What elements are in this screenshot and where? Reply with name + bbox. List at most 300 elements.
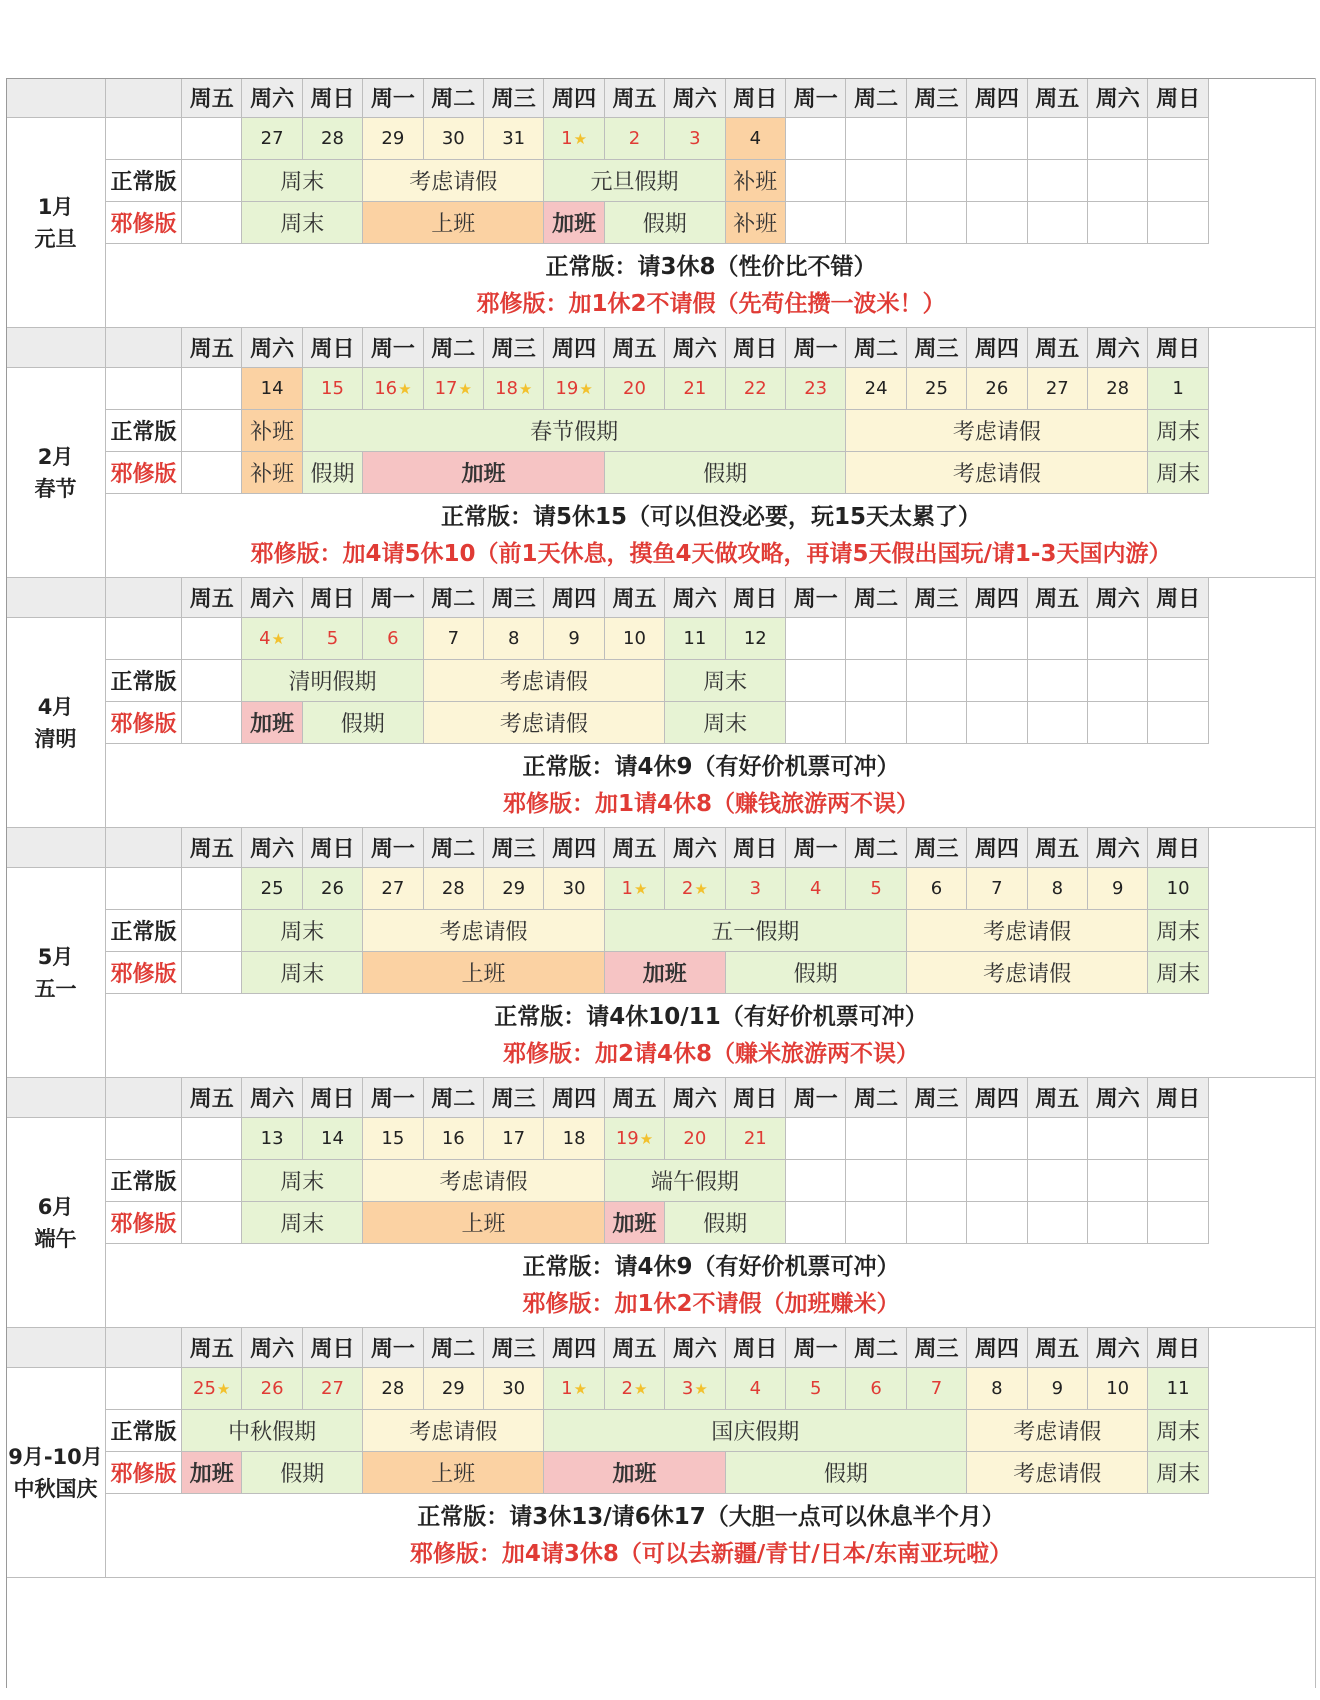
weekday-header — [363, 578, 423, 618]
weekday-label: 周五 — [1035, 1337, 1080, 1362]
header-corner — [6, 828, 106, 868]
date-cell — [665, 1118, 725, 1160]
segment-label: 假期 — [823, 1462, 868, 1487]
date-label-blank — [106, 118, 182, 160]
weekday-label: 周日 — [1156, 1087, 1201, 1112]
weekday-header — [1088, 78, 1148, 118]
empty-cell — [182, 660, 242, 702]
date-number: 8 — [507, 628, 520, 649]
date-number: 8 — [991, 1378, 1003, 1399]
date-cell — [665, 1368, 725, 1410]
weekday-label: 周二 — [431, 337, 476, 362]
date-number: 10 — [1106, 1378, 1130, 1399]
date-number: 25 — [260, 878, 284, 899]
evil-label-text: 邪修版 — [110, 1212, 177, 1237]
summary-normal: 正常版：请3休13/请6休17（大胆一点可以休息半个月） — [417, 1503, 1005, 1530]
empty-cell — [786, 1160, 846, 1202]
segment-label: 加班 — [250, 712, 295, 737]
date-number: 25 — [193, 1378, 216, 1399]
date-number: 11 — [1166, 1378, 1190, 1399]
date-cell — [363, 618, 423, 660]
segment-label: 假期 — [642, 212, 687, 237]
date-cell — [1088, 118, 1148, 160]
weekday-label: 周一 — [793, 87, 838, 112]
weekday-label: 周日 — [733, 87, 778, 112]
star-icon: ★ — [694, 1379, 708, 1398]
date-cell — [424, 1118, 484, 1160]
weekday-header — [967, 578, 1027, 618]
weekday-label: 周五 — [1035, 837, 1080, 862]
evil-plan-segment — [726, 1452, 968, 1494]
summary-normal: 正常版：请4休9（有好价机票可冲） — [522, 1253, 900, 1280]
empty-cell — [182, 160, 242, 202]
date-cell — [1088, 868, 1148, 910]
weekday-label: 周五 — [612, 337, 657, 362]
empty-cell — [907, 1202, 967, 1244]
empty-cell — [846, 702, 906, 744]
date-cell — [967, 118, 1027, 160]
weekday-label: 周六 — [672, 337, 717, 362]
evil-plan-segment — [846, 452, 1148, 494]
weekday-label: 周四 — [974, 1337, 1019, 1362]
segment-label: 考虑请假 — [1013, 1420, 1102, 1445]
weekday-header — [665, 578, 725, 618]
weekday-header — [665, 328, 725, 368]
summary-normal: 正常版：请3休8（性价比不错） — [545, 253, 877, 280]
empty-cell — [182, 410, 242, 452]
date-label-blank — [106, 368, 182, 410]
empty-cell — [907, 702, 967, 744]
normal-plan-segment — [665, 660, 786, 702]
star-icon: ★ — [573, 129, 588, 148]
segment-label: 考虑请假 — [499, 670, 588, 695]
segment-label: 考虑请假 — [409, 1420, 498, 1445]
segment-label: 上班 — [431, 1462, 476, 1487]
weekday-header — [242, 1328, 302, 1368]
holiday-name: 端午 — [34, 1226, 77, 1251]
evil-plan-segment — [544, 202, 604, 244]
empty-cell — [1028, 702, 1088, 744]
date-cell — [907, 1368, 967, 1410]
date-cell — [907, 1118, 967, 1160]
segment-label: 考虑请假 — [983, 920, 1072, 945]
date-cell — [484, 368, 544, 410]
segment-label: 加班 — [642, 962, 687, 987]
empty-cell — [182, 952, 242, 994]
normal-version-label — [106, 160, 182, 202]
normal-plan-segment — [605, 1160, 786, 1202]
month-label — [6, 368, 106, 578]
empty-cell — [967, 1160, 1027, 1202]
date-cell — [242, 118, 302, 160]
evil-plan-segment — [242, 202, 363, 244]
normal-plan-segment — [242, 910, 363, 952]
weekday-label: 周三 — [914, 1087, 959, 1112]
empty-cell — [967, 660, 1027, 702]
evil-plan-segment — [1148, 952, 1208, 994]
date-number: 30 — [562, 878, 586, 899]
evil-plan-segment — [544, 1452, 725, 1494]
evil-label-text: 邪修版 — [110, 1462, 177, 1487]
empty-cell — [182, 702, 242, 744]
month-label — [6, 1118, 106, 1328]
weekday-label: 周五 — [612, 1087, 657, 1112]
weekday-header — [665, 1078, 725, 1118]
weekday-header — [242, 578, 302, 618]
segment-label: 周末 — [1156, 1462, 1201, 1487]
header-label-blank — [106, 578, 182, 618]
weekday-label: 周五 — [1035, 337, 1080, 362]
date-cell — [544, 1118, 604, 1160]
weekday-label: 周六 — [250, 87, 295, 112]
summary-evil: 邪修版：加2请4休8（赚米旅游两不误） — [502, 1040, 919, 1067]
segment-label: 补班 — [250, 462, 295, 487]
weekday-header — [1148, 578, 1208, 618]
date-number: 1 — [1172, 378, 1184, 399]
evil-plan-segment — [665, 702, 786, 744]
normal-plan-segment — [363, 1410, 544, 1452]
summary-evil: 邪修版：加4请3休8（可以去新疆/青甘/日本/东南亚玩啦） — [409, 1540, 1013, 1567]
date-number: 18 — [562, 1128, 586, 1149]
date-cell — [605, 1368, 665, 1410]
weekday-header — [907, 828, 967, 868]
normal-plan-segment — [363, 1160, 605, 1202]
weekday-header — [544, 328, 604, 368]
weekday-label: 周五 — [189, 1337, 234, 1362]
date-number: 2 — [681, 878, 694, 899]
weekday-label: 周日 — [310, 587, 355, 612]
date-cell — [846, 868, 906, 910]
weekday-label: 周一 — [793, 1087, 838, 1112]
evil-plan-segment — [605, 452, 847, 494]
segment-label: 假期 — [310, 462, 355, 487]
weekday-label: 周三 — [914, 1337, 959, 1362]
weekday-header — [846, 78, 906, 118]
evil-plan-segment — [424, 702, 666, 744]
segment-label: 考虑请假 — [983, 962, 1072, 987]
empty-cell — [786, 1202, 846, 1244]
weekday-header — [182, 1078, 242, 1118]
star-icon: ★ — [216, 1379, 231, 1398]
normal-plan-segment — [242, 410, 302, 452]
segment-label: 春节假期 — [530, 420, 619, 445]
weekday-header — [1088, 578, 1148, 618]
evil-version-label — [106, 1202, 182, 1244]
weekday-label: 周五 — [612, 837, 657, 862]
empty-cell — [182, 452, 242, 494]
weekday-label: 周二 — [854, 837, 899, 862]
date-cell — [424, 118, 484, 160]
weekday-header — [967, 328, 1027, 368]
weekday-header — [484, 1078, 544, 1118]
normal-plan-segment — [424, 660, 666, 702]
date-cell — [726, 118, 786, 160]
empty-cell — [786, 160, 846, 202]
star-icon: ★ — [579, 379, 593, 398]
evil-label-text: 邪修版 — [110, 212, 177, 237]
evil-label-text: 邪修版 — [110, 462, 177, 487]
date-cell — [605, 868, 665, 910]
date-cell — [182, 1368, 242, 1410]
date-cell — [424, 868, 484, 910]
evil-plan-segment — [907, 952, 1149, 994]
normal-plan-segment — [363, 910, 605, 952]
weekday-label: 周二 — [431, 1087, 476, 1112]
weekday-header — [1088, 828, 1148, 868]
segment-label: 周末 — [1156, 1420, 1201, 1445]
weekday-header — [1028, 1078, 1088, 1118]
empty-cell — [1028, 1202, 1088, 1244]
evil-plan-segment — [242, 1452, 363, 1494]
weekday-header — [242, 828, 302, 868]
date-cell — [484, 1118, 544, 1160]
weekday-label: 周日 — [310, 1337, 355, 1362]
weekday-header — [303, 1078, 363, 1118]
segment-label: 清明假期 — [288, 670, 377, 695]
weekday-label: 周六 — [672, 587, 717, 612]
segment-label: 国庆假期 — [711, 1420, 800, 1445]
date-cell — [1028, 1118, 1088, 1160]
date-cell — [242, 1368, 302, 1410]
weekday-header — [1028, 578, 1088, 618]
date-cell — [182, 118, 242, 160]
weekday-header — [424, 828, 484, 868]
empty-cell — [786, 202, 846, 244]
evil-plan-segment — [726, 952, 907, 994]
weekday-label: 周五 — [612, 87, 657, 112]
star-icon: ★ — [458, 379, 472, 398]
plan-summary — [106, 1494, 1316, 1578]
date-label-blank — [106, 1118, 182, 1160]
weekday-header — [786, 828, 846, 868]
weekday-header — [665, 828, 725, 868]
date-number: 26 — [985, 378, 1009, 399]
weekday-header — [786, 328, 846, 368]
date-number: 13 — [260, 1128, 284, 1149]
date-number: 9 — [1051, 1378, 1064, 1399]
normal-version-label — [106, 1160, 182, 1202]
weekday-label: 周三 — [914, 87, 959, 112]
summary-evil: 邪修版：加1休2不请假（先苟住攒一波米！） — [476, 290, 946, 317]
date-number: 19 — [555, 378, 579, 399]
date-cell — [786, 118, 846, 160]
date-cell — [1088, 368, 1148, 410]
date-cell — [182, 368, 242, 410]
weekday-header — [1088, 1328, 1148, 1368]
date-cell — [786, 1368, 846, 1410]
weekday-header — [846, 1328, 906, 1368]
empty-cell — [846, 660, 906, 702]
evil-plan-segment — [967, 1452, 1148, 1494]
plan-summary — [106, 244, 1316, 328]
weekday-label: 周日 — [1156, 1337, 1201, 1362]
date-cell — [726, 618, 786, 660]
date-cell — [967, 868, 1027, 910]
header-label-blank — [106, 1078, 182, 1118]
segment-label: 补班 — [250, 420, 295, 445]
weekday-label: 周六 — [1095, 1087, 1140, 1112]
segment-label: 周末 — [280, 212, 325, 237]
empty-cell — [182, 910, 242, 952]
date-number: 31 — [502, 128, 526, 149]
segment-label: 周末 — [1156, 420, 1201, 445]
empty-cell — [907, 160, 967, 202]
segment-label: 周末 — [703, 712, 748, 737]
weekday-label: 周日 — [1156, 837, 1201, 862]
date-cell — [726, 1118, 786, 1160]
weekday-label: 周三 — [491, 337, 536, 362]
date-number: 7 — [447, 628, 460, 649]
date-number: 28 — [381, 1378, 405, 1399]
date-number: 4 — [259, 628, 271, 649]
date-cell — [484, 868, 544, 910]
weekday-label: 周五 — [612, 1337, 657, 1362]
segment-label: 假期 — [280, 1462, 325, 1487]
date-number: 20 — [623, 378, 646, 399]
empty-cell — [1088, 202, 1148, 244]
weekday-label: 周一 — [370, 337, 415, 362]
date-cell — [907, 368, 967, 410]
date-number: 21 — [683, 378, 707, 399]
weekday-label: 周一 — [370, 587, 415, 612]
weekday-header — [303, 1328, 363, 1368]
segment-label: 考虑请假 — [499, 712, 588, 737]
date-number: 27 — [1045, 378, 1069, 399]
date-cell — [1148, 1368, 1208, 1410]
normal-label-text: 正常版 — [110, 170, 177, 195]
weekday-label: 周四 — [974, 337, 1019, 362]
weekday-label: 周四 — [552, 837, 597, 862]
date-number: 7 — [991, 878, 1003, 899]
plan-summary — [106, 744, 1316, 828]
weekday-label: 周四 — [552, 337, 597, 362]
weekday-label: 周四 — [974, 87, 1019, 112]
frame-top-border — [6, 78, 1316, 79]
segment-label: 周末 — [280, 962, 325, 987]
normal-plan-segment — [363, 160, 544, 202]
weekday-label: 周日 — [733, 587, 778, 612]
weekday-header — [846, 328, 906, 368]
empty-cell — [1028, 160, 1088, 202]
date-number: 26 — [321, 878, 344, 899]
weekday-label: 周一 — [793, 587, 838, 612]
star-icon: ★ — [639, 1129, 654, 1148]
date-number: 1 — [561, 1378, 573, 1399]
plan-summary — [106, 494, 1316, 578]
weekday-header — [907, 578, 967, 618]
date-number: 20 — [683, 1128, 707, 1149]
date-number: 24 — [864, 378, 888, 399]
segment-label: 五一假期 — [711, 920, 800, 945]
weekday-label: 周一 — [370, 837, 415, 862]
weekday-header — [786, 78, 846, 118]
weekday-header — [182, 1328, 242, 1368]
weekday-label: 周三 — [914, 337, 959, 362]
date-number: 21 — [743, 1128, 767, 1149]
segment-label: 考虑请假 — [439, 1170, 528, 1195]
weekday-header — [967, 828, 1027, 868]
date-cell — [846, 118, 906, 160]
weekday-label: 周二 — [854, 1087, 899, 1112]
segment-label: 加班 — [189, 1462, 234, 1487]
date-cell — [424, 368, 484, 410]
month-name: 9月-10月 — [8, 1444, 103, 1469]
normal-label-text: 正常版 — [110, 920, 177, 945]
date-number: 5 — [870, 878, 882, 899]
month-name: 4月 — [37, 694, 74, 719]
empty-cell — [1148, 160, 1208, 202]
weekday-header — [665, 78, 725, 118]
weekday-label: 周二 — [854, 587, 899, 612]
normal-plan-segment — [907, 910, 1149, 952]
date-cell — [967, 1368, 1027, 1410]
segment-label: 周末 — [703, 670, 748, 695]
normal-label-text: 正常版 — [110, 1420, 177, 1445]
header-corner — [6, 328, 106, 368]
normal-plan-segment — [544, 160, 725, 202]
normal-plan-segment — [846, 410, 1148, 452]
month-label — [6, 1368, 106, 1578]
normal-version-label — [106, 410, 182, 452]
month-name: 6月 — [37, 1194, 74, 1219]
weekday-header — [1148, 1328, 1208, 1368]
segment-label: 周末 — [280, 1212, 325, 1237]
date-cell — [1088, 1118, 1148, 1160]
month-label — [6, 118, 106, 328]
date-number: 25 — [925, 378, 948, 399]
date-cell — [605, 368, 665, 410]
empty-cell — [846, 1160, 906, 1202]
month-name: 2月 — [37, 444, 74, 469]
date-number: 23 — [804, 378, 828, 399]
date-label-blank — [106, 1368, 182, 1410]
date-cell — [182, 618, 242, 660]
empty-cell — [846, 202, 906, 244]
date-cell — [303, 368, 363, 410]
date-cell — [242, 368, 302, 410]
segment-label: 假期 — [703, 462, 748, 487]
segment-label: 加班 — [552, 212, 597, 237]
evil-plan-segment — [605, 1202, 665, 1244]
weekday-label: 周二 — [431, 587, 476, 612]
weekday-label: 周五 — [1035, 87, 1080, 112]
date-cell — [544, 618, 604, 660]
date-cell — [1028, 118, 1088, 160]
weekday-label: 周六 — [250, 337, 295, 362]
date-number: 3 — [689, 128, 701, 149]
weekday-header — [424, 1328, 484, 1368]
date-cell — [907, 618, 967, 660]
segment-label: 元旦假期 — [590, 170, 679, 195]
weekday-header — [484, 1328, 544, 1368]
segment-label: 加班 — [461, 462, 506, 487]
segment-label: 周末 — [280, 170, 325, 195]
segment-label: 周末 — [280, 920, 325, 945]
empty-cell — [786, 660, 846, 702]
date-cell — [363, 868, 423, 910]
date-number: 3 — [749, 878, 762, 899]
date-cell — [967, 1118, 1027, 1160]
date-number: 27 — [381, 878, 405, 899]
normal-label-text: 正常版 — [110, 670, 177, 695]
normal-plan-segment — [242, 160, 363, 202]
segment-label: 加班 — [612, 1212, 657, 1237]
weekday-label: 周日 — [733, 837, 778, 862]
date-cell — [424, 1368, 484, 1410]
weekday-header — [967, 78, 1027, 118]
weekday-header — [363, 828, 423, 868]
segment-label: 上班 — [431, 212, 476, 237]
